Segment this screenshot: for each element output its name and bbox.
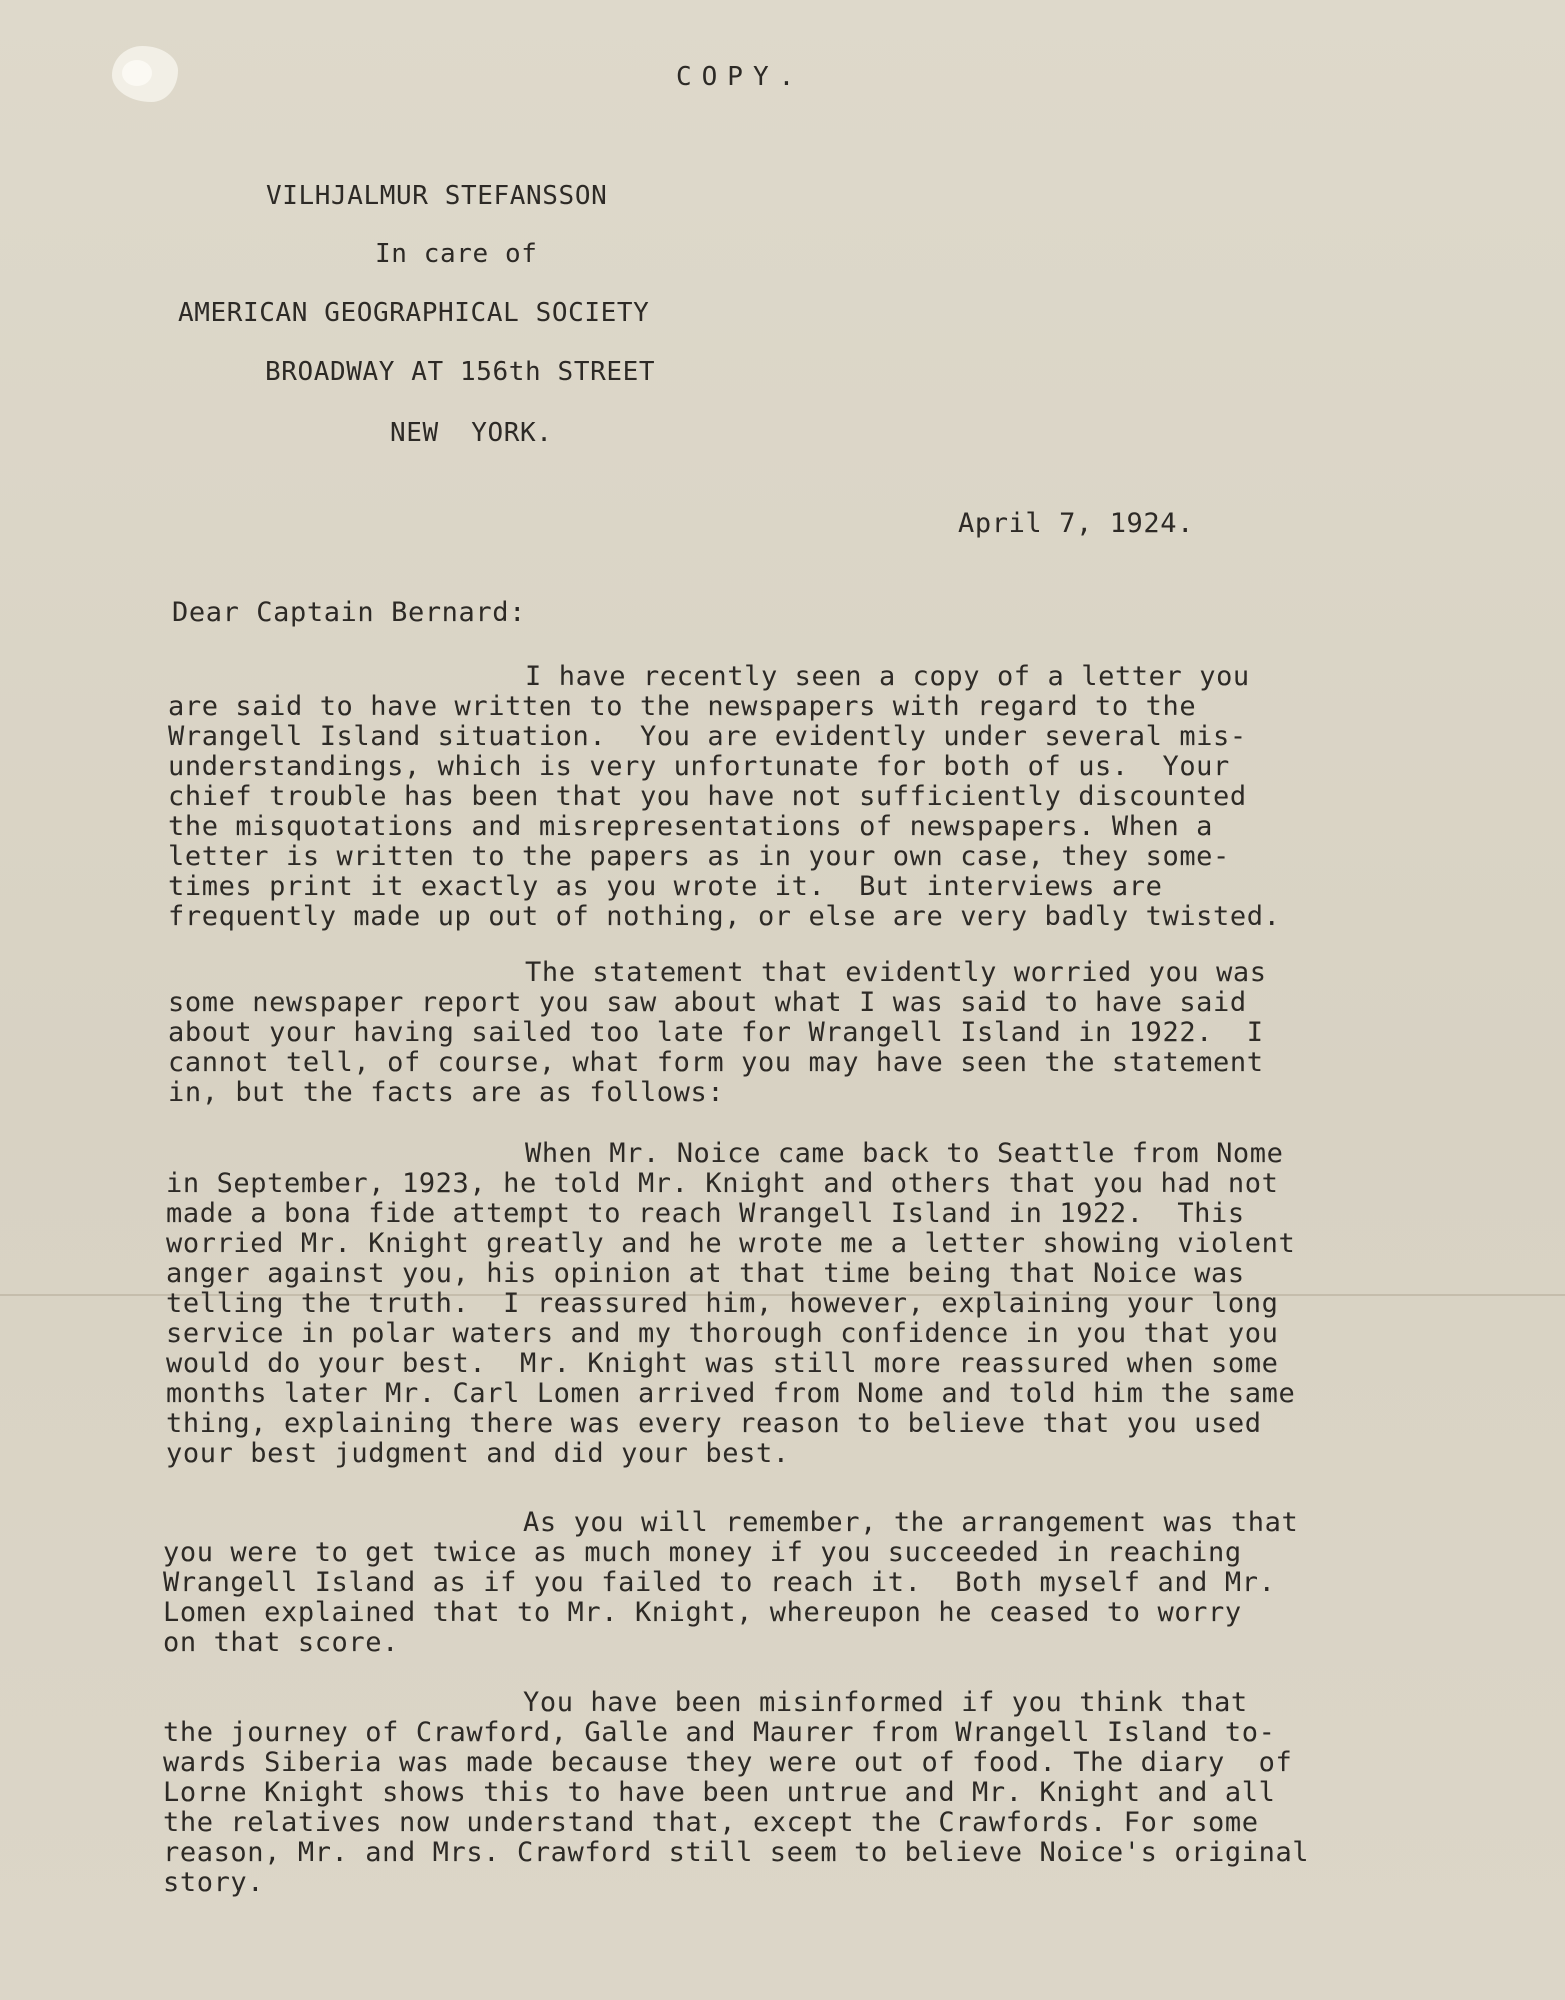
paragraph-line: reason, Mr. and Mrs. Crawford still seem to believe Noice's original bbox=[163, 1837, 1310, 1868]
letter-date: April 7, 1924. bbox=[958, 508, 1194, 539]
paragraph-line: You have been misinformed if you think that bbox=[523, 1687, 1248, 1718]
paragraph-line: letter is written to the papers as in your own case, they some- bbox=[168, 841, 1230, 872]
paragraph-line: As you will remember, the arrangement was that bbox=[523, 1507, 1299, 1538]
paragraph-line: Wrangell Island as if you failed to reach it. Both myself and Mr. bbox=[163, 1567, 1276, 1598]
paragraph-line: the relatives now understand that, except the Crawfords. For some bbox=[163, 1807, 1259, 1838]
paper-tear-highlight bbox=[122, 60, 152, 86]
paragraph-line: times print it exactly as you wrote it. But interviews are bbox=[168, 871, 1163, 902]
paragraph-line: understandings, which is very unfortunate for both of us. Your bbox=[168, 751, 1230, 782]
paragraph-3 bbox=[166, 1139, 1295, 1469]
paragraph-line: the misquotations and misrepresentations of newspapers. When a bbox=[168, 811, 1214, 842]
paragraph-line: months later Mr. Carl Lomen arrived from Nome and told him the same bbox=[166, 1378, 1296, 1409]
paragraph-line: chief trouble has been that you have not sufficiently discounted bbox=[168, 781, 1247, 812]
paragraph-line: you were to get twice as much money if you succeeded in reaching bbox=[163, 1537, 1242, 1568]
paragraph-line: The statement that evidently worried you was bbox=[525, 957, 1267, 988]
paragraph-line: some newspaper report you saw about what I was said to have said bbox=[168, 987, 1247, 1018]
paragraph-line: telling the truth. I reassured him, however, explaining your long bbox=[166, 1288, 1279, 1319]
paragraph-line: the journey of Crawford, Galle and Maurer from Wrangell Island to- bbox=[163, 1717, 1276, 1748]
paragraph-line: Wrangell Island situation. You are evidently under several mis- bbox=[168, 721, 1247, 752]
paragraph-line: frequently made up out of nothing, or else are very badly twisted. bbox=[168, 901, 1281, 932]
sender-street: BROADWAY AT 156th STREET bbox=[265, 357, 656, 387]
paragraph-line: on that score. bbox=[163, 1627, 399, 1658]
paragraph-line: anger against you, his opinion at that time being that Noice was bbox=[166, 1258, 1245, 1289]
sender-organization: AMERICAN GEOGRAPHICAL SOCIETY bbox=[178, 298, 650, 328]
paragraph-line: would do your best. Mr. Knight was still more reassured when some bbox=[166, 1348, 1279, 1379]
sender-city: NEW YORK. bbox=[390, 418, 553, 448]
paragraph-line: made a bona fide attempt to reach Wrangell Island in 1922. This bbox=[166, 1198, 1245, 1229]
sender-care-of: In care of bbox=[375, 239, 538, 269]
paragraph-4 bbox=[163, 1508, 1298, 1658]
paragraph-line: story. bbox=[163, 1867, 265, 1898]
paragraph-line: thing, explaining there was every reason to believe that you used bbox=[166, 1408, 1262, 1439]
paragraph-line: service in polar waters and my thorough confidence in you that you bbox=[166, 1318, 1279, 1349]
paragraph-line: Lorne Knight shows this to have been untrue and Mr. Knight and all bbox=[163, 1777, 1276, 1808]
paragraph-line: I have recently seen a copy of a letter you bbox=[525, 661, 1250, 692]
sender-name: VILHJALMUR STEFANSSON bbox=[266, 181, 608, 211]
paragraph-line: Lomen explained that to Mr. Knight, whereupon he ceased to worry bbox=[163, 1597, 1242, 1628]
paragraph-line: your best judgment and did your best. bbox=[166, 1438, 790, 1469]
paragraph-line: are said to have written to the newspapers with regard to the bbox=[168, 691, 1197, 722]
paragraph-2 bbox=[168, 958, 1267, 1108]
copy-label: COPY. bbox=[676, 62, 805, 92]
paragraph-5 bbox=[163, 1688, 1309, 1898]
paragraph-1 bbox=[168, 662, 1280, 932]
salutation: Dear Captain Bernard: bbox=[172, 597, 526, 628]
paragraph-line: worried Mr. Knight greatly and he wrote me a letter showing violent bbox=[166, 1228, 1296, 1259]
paragraph-line: in September, 1923, he told Mr. Knight and others that you had not bbox=[166, 1168, 1279, 1199]
paragraph-line: When Mr. Noice came back to Seattle from Nome bbox=[525, 1138, 1284, 1169]
paragraph-line: cannot tell, of course, what form you may have seen the statement bbox=[168, 1047, 1264, 1078]
paragraph-line: about your having sailed too late for Wrangell Island in 1922. I bbox=[168, 1017, 1264, 1048]
paragraph-line: in, but the facts are as follows: bbox=[168, 1077, 725, 1108]
paragraph-line: wards Siberia was made because they were out of food. The diary of bbox=[163, 1747, 1293, 1778]
